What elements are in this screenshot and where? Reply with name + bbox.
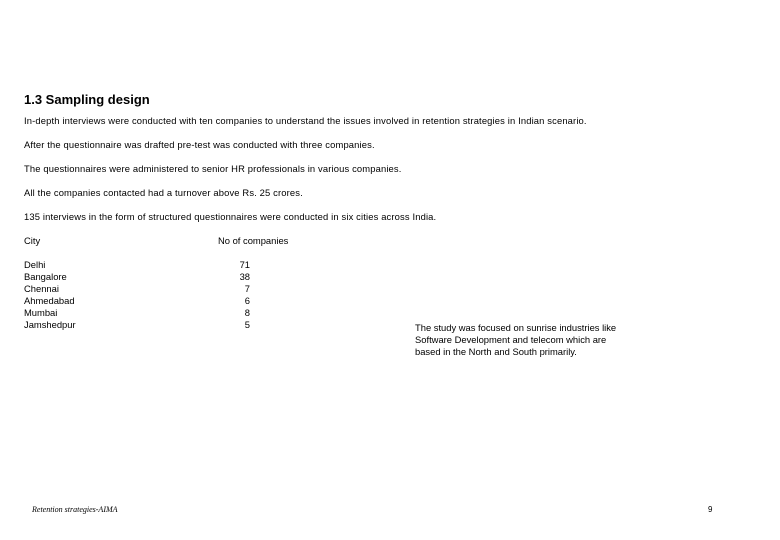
city-cell: Ahmedabad <box>24 295 75 306</box>
paragraph-interviews: In-depth interviews were conducted with ten companies to understand the issues involved in retention strategies in Indian scenario. <box>24 115 587 126</box>
paragraph-turnover: All the companies contacted had a turnover above Rs. 25 crores. <box>24 187 303 198</box>
paragraph-pretest: After the questionnaire was drafted pre-test was conducted with three companies. <box>24 139 375 150</box>
paragraph-cities: 135 interviews in the form of structured questionnaires were conducted in six cities across India. <box>24 211 437 222</box>
count-cell: 38 <box>239 271 250 282</box>
city-cell: Bangalore <box>24 271 67 282</box>
city-cell: Jamshedpur <box>24 319 76 330</box>
table-header-city: City <box>24 235 41 246</box>
footer-title: Retention strategies-AIMA <box>32 505 118 514</box>
city-cell: Mumbai <box>24 307 58 318</box>
city-cell: Chennai <box>24 283 59 294</box>
table-header-count: No of companies <box>218 235 289 246</box>
city-cell: Delhi <box>24 259 46 270</box>
city-list <box>24 259 76 331</box>
count-cell: 5 <box>244 319 250 330</box>
count-cell: 71 <box>239 259 250 270</box>
count-cell: 7 <box>244 283 250 294</box>
paragraph-administered: The questionnaires were administered to senior HR professionals in various companies. <box>24 163 402 174</box>
count-list <box>226 259 250 331</box>
section-heading: 1.3 Sampling design <box>24 92 150 107</box>
page-number: 9 <box>708 505 713 514</box>
study-focus-note: The study was focused on sunrise industries like Software Development and telecom which are based in the North and South primarily. <box>415 322 617 357</box>
count-cell: 8 <box>244 307 250 318</box>
count-cell: 6 <box>244 295 250 306</box>
